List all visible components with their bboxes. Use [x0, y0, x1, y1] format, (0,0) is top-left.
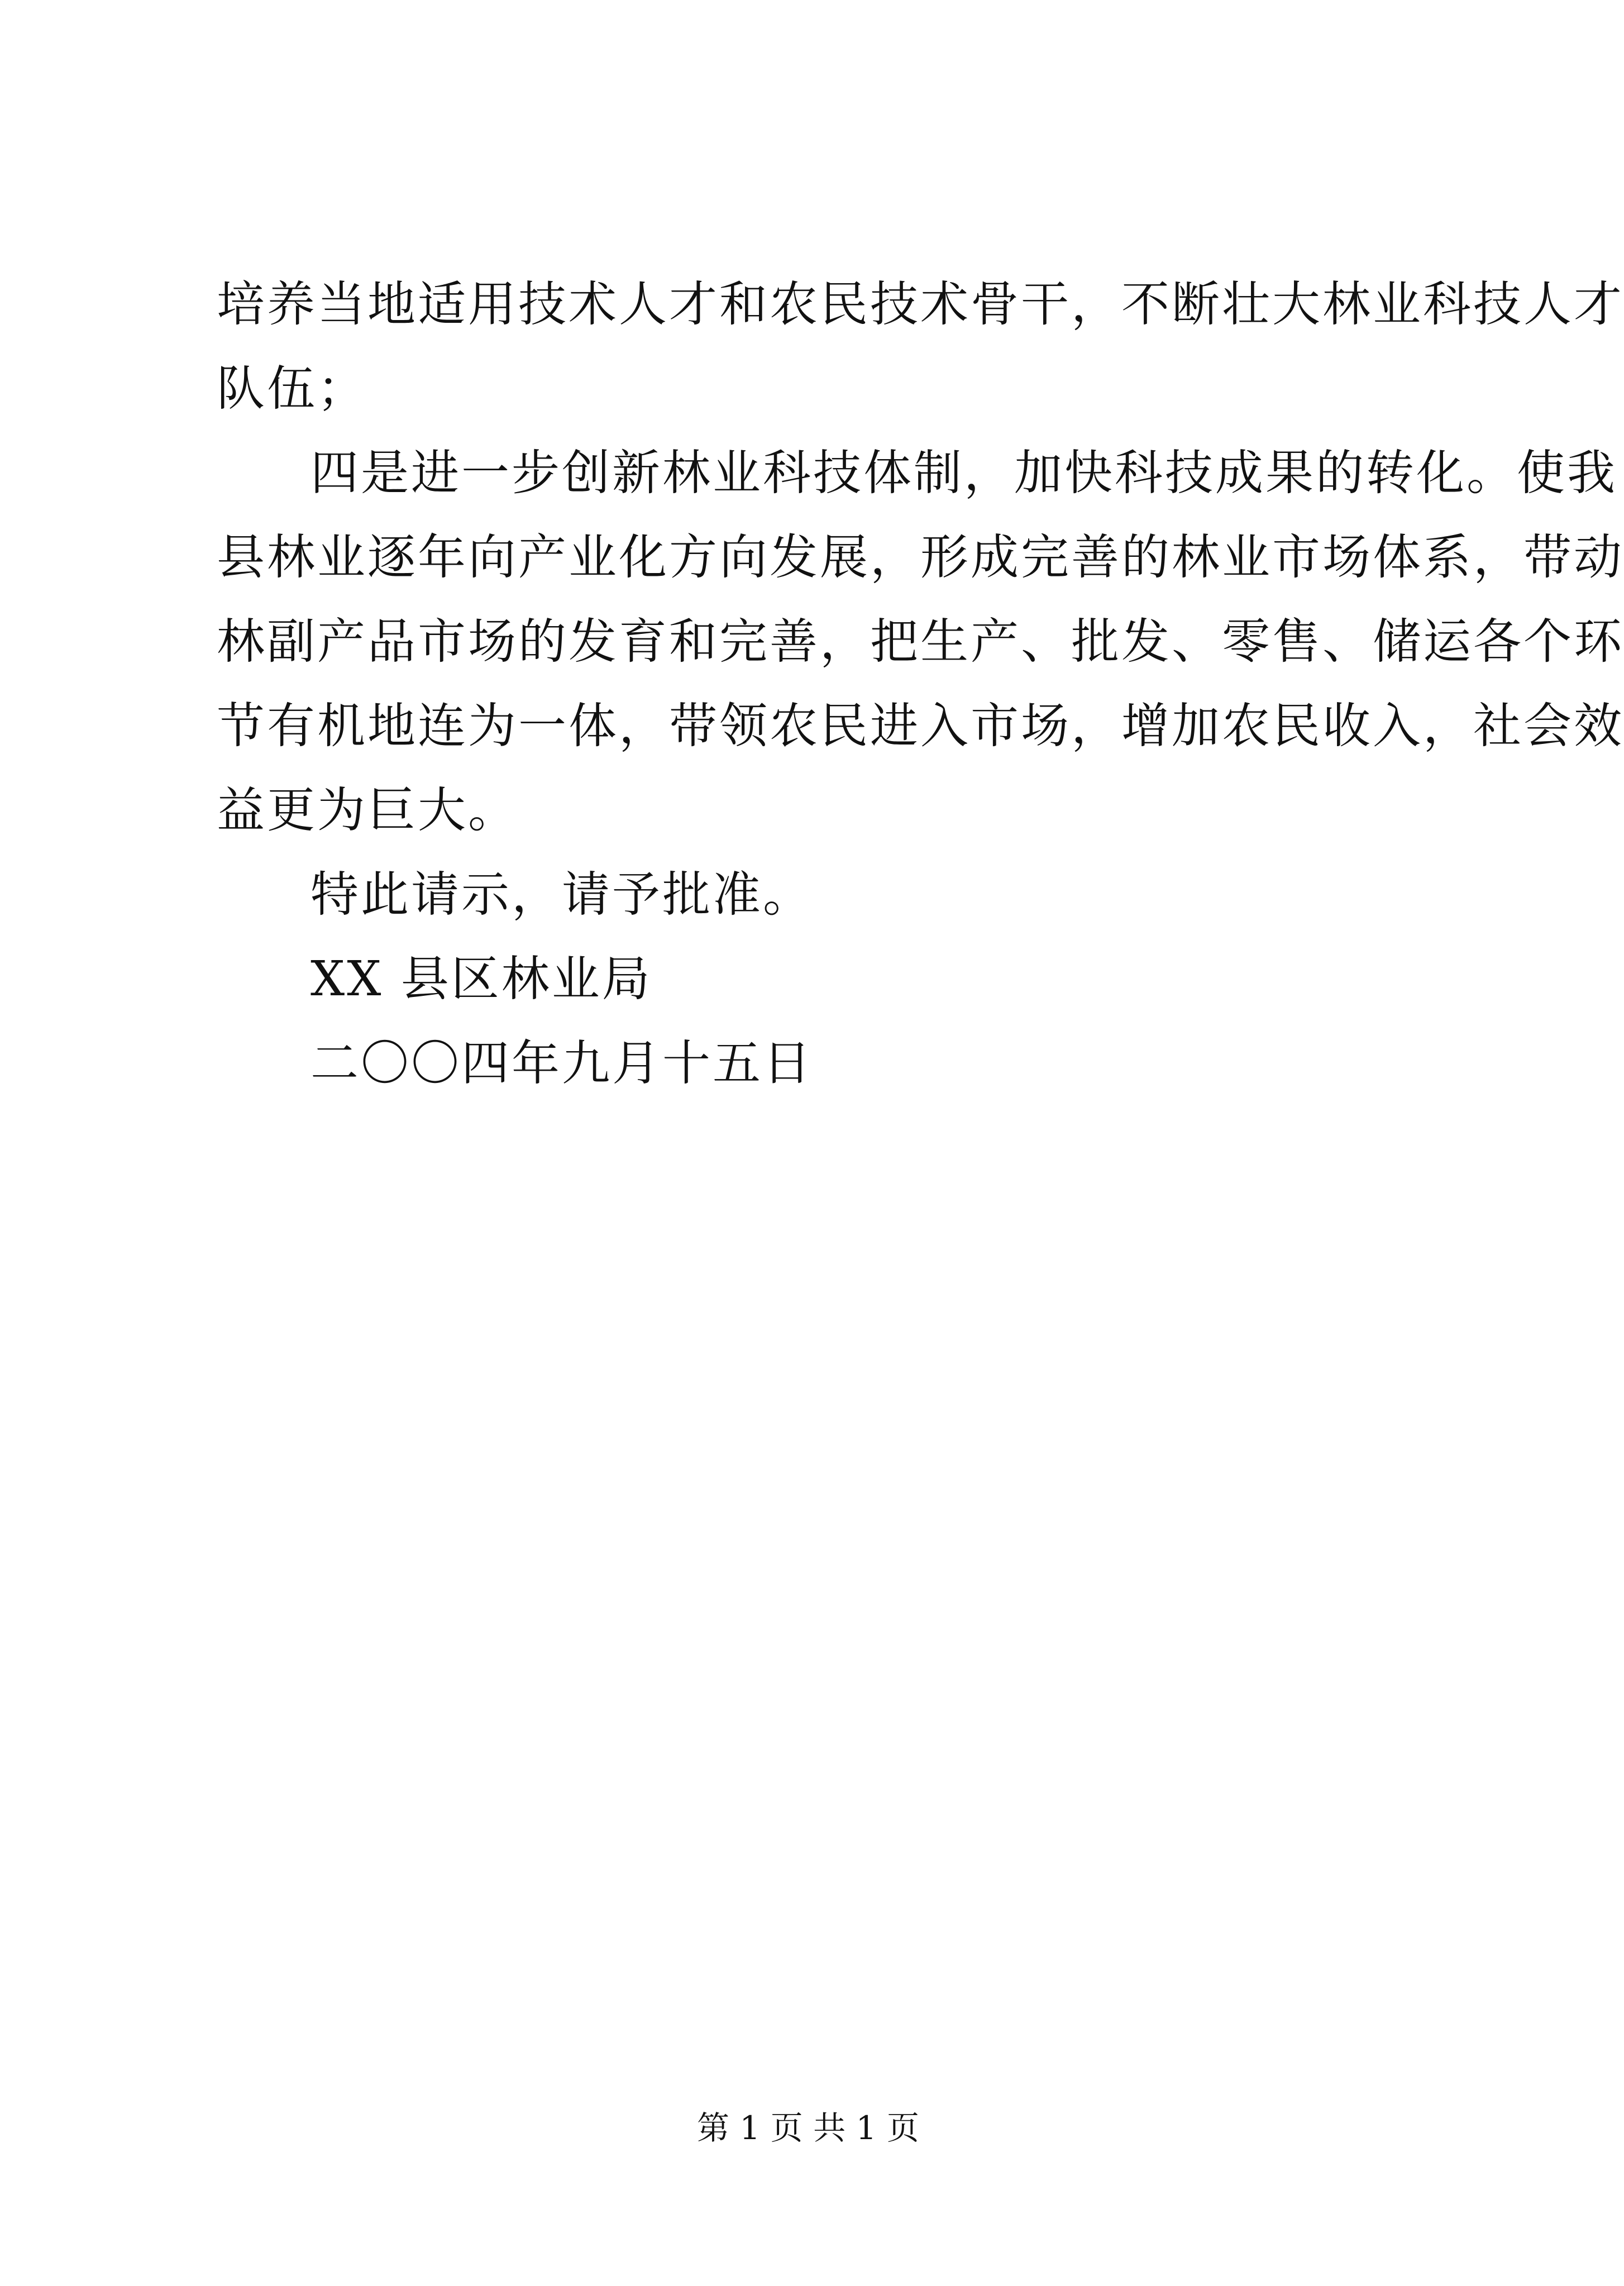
- paragraph-line: 县林业逐年向产业化方向发展，形成完善的林业市场体系，带动: [217, 529, 1624, 585]
- page-footer: 第 1 页 共 1 页: [697, 2109, 919, 2147]
- closing-request: 特此请示，请予批准。: [311, 867, 813, 923]
- paragraph-line: 林副产品市场的发育和完善，把生产、批发、零售、储运各个环: [217, 614, 1624, 670]
- document-body: [217, 263, 1624, 1106]
- paragraph-line: 培养当地适用技术人才和农民技术骨干，不断壮大林业科技人才: [217, 276, 1624, 332]
- paragraph-line: 队伍；: [217, 361, 367, 417]
- signature-date: 二〇〇四年九月十五日: [311, 1035, 813, 1091]
- paragraph-line: 节有机地连为一体，带领农民进入市场，增加农民收入，社会效: [217, 698, 1624, 754]
- paragraph-line: 益更为巨大。: [217, 782, 518, 838]
- signature-organization: XX 县区林业局: [311, 951, 652, 1007]
- paragraph-line: 四是进一步创新林业科技体制，加快科技成果的转化。使我: [311, 445, 1617, 501]
